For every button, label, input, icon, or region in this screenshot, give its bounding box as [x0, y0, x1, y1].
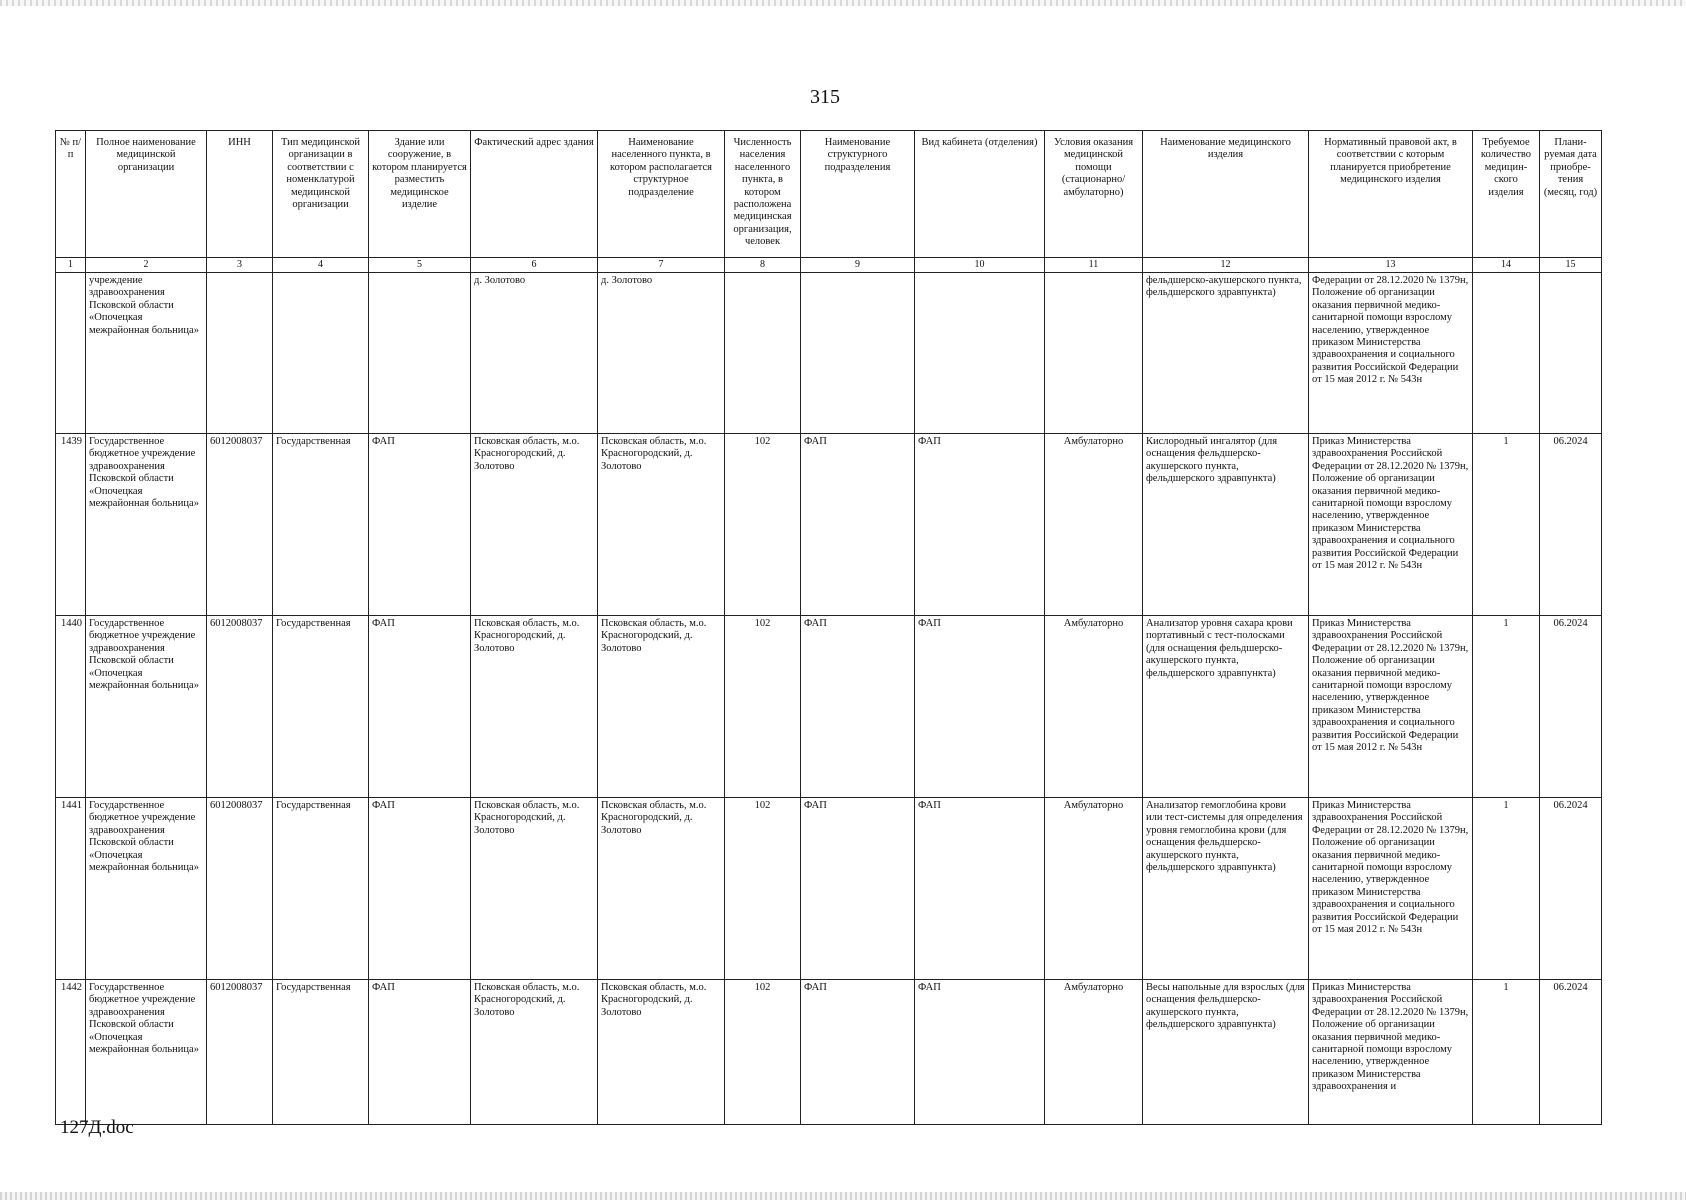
inn-cell [207, 273, 273, 434]
device-cell: Анализатор гемоглобина крови или тест-системы для определения уровня гемоглобина крови (для оснащения фельдшерско-акушерского пункта, фельдшерского здравпункта) [1143, 798, 1309, 980]
population-cell: 102 [725, 980, 801, 1125]
conditions-cell: Амбулаторно [1045, 980, 1143, 1125]
header-cell: Вид кабинета (отделения) [915, 131, 1045, 258]
header-cell: Фактический адрес здания [471, 131, 598, 258]
settlement-cell: Псковская область, м.о. Красногородский, д. Золотово [598, 434, 725, 616]
continued-row [56, 273, 1602, 434]
column-number: 3 [207, 258, 273, 273]
address-cell: Псковская область, м.о. Красногородский, д. Золотово [471, 616, 598, 798]
header-cell: Тип медицинской организации в соответствии с номенклатурой медицинской организации [273, 131, 369, 258]
population-cell: 102 [725, 434, 801, 616]
column-number: 1 [56, 258, 86, 273]
header-cell: Наименование структурного подразделения [801, 131, 915, 258]
device-cell: Анализатор уровня сахара крови портативный с тест-полосками (для оснащения фельдшерско-акушерского пункта, фельдшерского здравпункта) [1143, 616, 1309, 798]
header-cell: Численность населения населенного пункта, в котором расположена медицинская организация, человек [725, 131, 801, 258]
legal-act-cell: Приказ Министерства здравоохранения Российской Федерации от 28.12.2020 № 1379н, Положение об организации оказания первичной медико-санитарной помощи взрослому населению, утвержденное приказом Министерства здравоохранения и социального развития Российской Федерации от 15 мая 2012 г. № 543н [1309, 434, 1473, 616]
legal-act-cell: Приказ Министерства здравоохранения Российской Федерации от 28.12.2020 № 1379н, Положение об организации оказания первичной медико-санитарной помощи взрослому населению, утвержденное приказом Министерства здравоохранения и социального развития Российской Федерации от 15 мая 2012 г. № 543н [1309, 798, 1473, 980]
header-cell: Наименование медицинского изделия [1143, 131, 1309, 258]
column-number: 4 [273, 258, 369, 273]
type-cell: Государственная [273, 798, 369, 980]
column-number: 13 [1309, 258, 1473, 273]
column-number: 15 [1540, 258, 1602, 273]
conditions-cell [1045, 273, 1143, 434]
subdivision-cell [801, 273, 915, 434]
inn-cell: 6012008037 [207, 434, 273, 616]
row-number-cell: 1442 [56, 980, 86, 1125]
column-number: 11 [1045, 258, 1143, 273]
settlement-cell: Псковская область, м.о. Красногородский, д. Золотово [598, 798, 725, 980]
scan-edge-top [0, 0, 1686, 6]
column-number: 14 [1473, 258, 1540, 273]
device-cell: фельдшерско-акушерского пункта, фельдшерского здравпункта) [1143, 273, 1309, 434]
column-number-row [56, 258, 1602, 273]
quantity-cell: 1 [1473, 980, 1540, 1125]
quantity-cell: 1 [1473, 798, 1540, 980]
row-number-cell: 1440 [56, 616, 86, 798]
row-number-cell: 1439 [56, 434, 86, 616]
type-cell: Государственная [273, 616, 369, 798]
column-number: 8 [725, 258, 801, 273]
date-cell: 06.2024 [1540, 616, 1602, 798]
settlement-cell: Псковская область, м.о. Красногородский, д. Золотово [598, 616, 725, 798]
cabinet-cell: ФАП [915, 798, 1045, 980]
settlement-cell: Псковская область, м.о. Красногородский, д. Золотово [598, 980, 725, 1125]
header-cell: Наименование населенного пункта, в котором располагается структурное подразделение [598, 131, 725, 258]
table-row [56, 616, 1602, 798]
quantity-cell: 1 [1473, 616, 1540, 798]
organization-cell: учреждение здравоохранения Псковской области «Опочецкая межрайонная больница» [86, 273, 207, 434]
population-cell: 102 [725, 616, 801, 798]
row-number-cell: 1441 [56, 798, 86, 980]
address-cell: Псковская область, м.о. Красногородский, д. Золотово [471, 798, 598, 980]
type-cell [273, 273, 369, 434]
building-cell: ФАП [369, 616, 471, 798]
population-cell: 102 [725, 798, 801, 980]
scan-edge-bottom [0, 1192, 1686, 1200]
organization-cell: Государственное бюджетное учреждение здравоохранения Псковской области «Опочецкая межрайонная больница» [86, 616, 207, 798]
inn-cell: 6012008037 [207, 616, 273, 798]
legal-act-cell: Федерации от 28.12.2020 № 1379н, Положение об организации оказания первичной медико-санитарной помощи взрослому населению, утвержденное приказом Министерства здравоохранения и социального развития Российской Федерации от 15 мая 2012 г. № 543н [1309, 273, 1473, 434]
document-filename: 127Д.doc [60, 1117, 134, 1138]
type-cell: Государственная [273, 434, 369, 616]
address-cell: Псковская область, м.о. Красногородский, д. Золотово [471, 980, 598, 1125]
date-cell: 06.2024 [1540, 980, 1602, 1125]
table-row [56, 798, 1602, 980]
date-cell: 06.2024 [1540, 434, 1602, 616]
table-row [56, 980, 1602, 1125]
address-cell: д. Золотово [471, 273, 598, 434]
quantity-cell: 1 [1473, 434, 1540, 616]
legal-act-cell: Приказ Министерства здравоохранения Российской Федерации от 28.12.2020 № 1379н, Положение об организации оказания первичной медико-санитарной помощи взрослому населению, утвержденное приказом Министерства здравоохранения и [1309, 980, 1473, 1125]
medical-equipment-table [55, 130, 1602, 1125]
building-cell: ФАП [369, 980, 471, 1125]
organization-cell: Государственное бюджетное учреждение здравоохранения Псковской области «Опочецкая межрайонная больница» [86, 980, 207, 1125]
inn-cell: 6012008037 [207, 798, 273, 980]
population-cell [725, 273, 801, 434]
column-number: 10 [915, 258, 1045, 273]
building-cell: ФАП [369, 798, 471, 980]
table-header-row [56, 131, 1602, 258]
header-cell: Полное наименование медицинской организации [86, 131, 207, 258]
cabinet-cell: ФАП [915, 616, 1045, 798]
column-number: 12 [1143, 258, 1309, 273]
cabinet-cell: ФАП [915, 434, 1045, 616]
header-cell: Здание или сооружение, в котором планируется разместить медицинское изделие [369, 131, 471, 258]
column-number: 7 [598, 258, 725, 273]
header-cell: Нормативный правовой акт, в соответствии с которым планируется приобретение медицинского изделия [1309, 131, 1473, 258]
date-cell [1540, 273, 1602, 434]
conditions-cell: Амбулаторно [1045, 434, 1143, 616]
header-cell: № п/п [56, 131, 86, 258]
header-cell: Условия оказания медицинской помощи (стационарно/ амбулаторно) [1045, 131, 1143, 258]
cabinet-cell [915, 273, 1045, 434]
conditions-cell: Амбулаторно [1045, 616, 1143, 798]
cabinet-cell: ФАП [915, 980, 1045, 1125]
legal-act-cell: Приказ Министерства здравоохранения Российской Федерации от 28.12.2020 № 1379н, Положение об организации оказания первичной медико-санитарной помощи взрослому населению, утвержденное приказом Министерства здравоохранения и социального развития Российской Федерации от 15 мая 2012 г. № 543н [1309, 616, 1473, 798]
conditions-cell: Амбулаторно [1045, 798, 1143, 980]
row-number-cell [56, 273, 86, 434]
organization-cell: Государственное бюджетное учреждение здравоохранения Псковской области «Опочецкая межрайонная больница» [86, 434, 207, 616]
device-cell: Кислородный ингалятор (для оснащения фельдшерско-акушерского пункта, фельдшерского здравпункта) [1143, 434, 1309, 616]
page-number: 315 [810, 86, 840, 108]
inn-cell: 6012008037 [207, 980, 273, 1125]
column-number: 9 [801, 258, 915, 273]
building-cell: ФАП [369, 434, 471, 616]
column-number: 6 [471, 258, 598, 273]
organization-cell: Государственное бюджетное учреждение здравоохранения Псковской области «Опочецкая межрайонная больница» [86, 798, 207, 980]
table-row [56, 434, 1602, 616]
subdivision-cell: ФАП [801, 434, 915, 616]
address-cell: Псковская область, м.о. Красногородский, д. Золотово [471, 434, 598, 616]
device-cell: Весы напольные для взрослых (для оснащения фельдшерско-акушерского пункта, фельдшерского здравпункта) [1143, 980, 1309, 1125]
building-cell [369, 273, 471, 434]
quantity-cell [1473, 273, 1540, 434]
date-cell: 06.2024 [1540, 798, 1602, 980]
header-cell: ИНН [207, 131, 273, 258]
column-number: 2 [86, 258, 207, 273]
subdivision-cell: ФАП [801, 616, 915, 798]
type-cell: Государственная [273, 980, 369, 1125]
header-cell: Требуемое количество медицин-ского изделия [1473, 131, 1540, 258]
subdivision-cell: ФАП [801, 798, 915, 980]
settlement-cell: д. Золотово [598, 273, 725, 434]
subdivision-cell: ФАП [801, 980, 915, 1125]
column-number: 5 [369, 258, 471, 273]
header-cell: Плани-руемая дата приобре-тения (месяц, год) [1540, 131, 1602, 258]
